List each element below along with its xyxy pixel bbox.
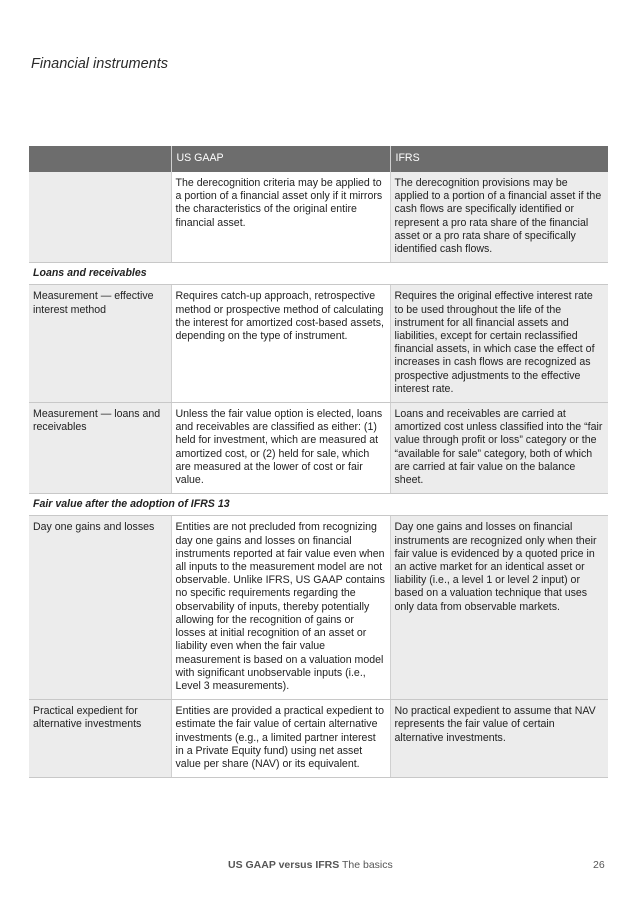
row-label (29, 172, 171, 263)
footer-title-rest: The basics (339, 859, 393, 871)
ifrs-cell: Day one gains and losses on financial instruments are recognized only when their fair value is evidenced by a quoted price in an active market for an identical asset or liability (i.e., a level 1 or level 2 input) or based on a valuation technique that uses only data from observable markets. (390, 516, 608, 700)
ifrs-cell: Loans and receivables are carried at amortized cost unless classified into the “fair value through profit or loss” category or the “available for sale” category, both of which are carried at fair value on the balance sheet. (390, 403, 608, 494)
table-header-row (29, 146, 608, 172)
us-gaap-cell: Requires catch-up approach, retrospective method or prospective method of calculating the interest for amortized cost-based assets, depending on the type of instrument. (171, 285, 390, 403)
row-label: Practical expedient for alternative investments (29, 700, 171, 778)
table-row (29, 285, 608, 403)
table-row (29, 172, 608, 263)
ifrs-cell: No practical expedient to assume that NAV represents the fair value of certain alternative investments. (390, 700, 608, 778)
footer-title-bold: US GAAP versus IFRS (228, 859, 340, 871)
us-gaap-cell: The derecognition criteria may be applied to a portion of a financial asset only if it mirrors the characteristics of the original entire financial asset. (171, 172, 390, 263)
row-label: Day one gains and losses (29, 516, 171, 700)
page-title: Financial instruments (31, 56, 168, 72)
comparison-table (29, 146, 608, 778)
us-gaap-cell: Entities are not precluded from recognizing day one gains and losses on financial instruments reported at fair value even when all inputs to the measurement model are not observable. Unlike IFRS, US GAAP contains no specific requirements regarding the observability of inputs, thereby potentially allowing for the recognition of gains or losses at initial recognition of an asset or liability even when the fair value measurement is based on a valuation model with significant unobservable inputs (i.e., Level 3 measurements). (171, 516, 390, 700)
us-gaap-cell: Unless the fair value option is elected, loans and receivables are classified as either: (1) held for investment, which are measured at amortized cost, or (2) held for sale, which are measured at the lower of cost or fair value. (171, 403, 390, 494)
section-row (29, 263, 608, 285)
column-header-us-gaap: US GAAP (171, 146, 390, 172)
row-label: Measurement — loans and receivables (29, 403, 171, 494)
column-header-topic (29, 146, 171, 172)
section-heading-fair-value: Fair value after the adoption of IFRS 13 (29, 494, 608, 516)
page-number: 26 (593, 859, 605, 871)
us-gaap-cell: Entities are provided a practical expedient to estimate the fair value of certain alternative investments (e.g., a limited partner interest in a Private Equity fund) using net asset value per share (NAV) or its equivalent. (171, 700, 390, 778)
ifrs-cell: Requires the original effective interest rate to be used throughout the life of the instrument for all financial assets and liabilities, except for certain reclassified financial assets, in which case the effect of increases in cash flows are recognized as prospective adjustments to the effective interest rate. (390, 285, 608, 403)
footer-doc-title (228, 859, 393, 871)
table-row (29, 700, 608, 778)
section-row (29, 494, 608, 516)
row-label: Measurement — effective interest method (29, 285, 171, 403)
ifrs-cell: The derecognition provisions may be applied to a portion of a financial asset if the cash flows are specifically identified or represent a pro rata share of the financial asset or a pro rata share of specifically identified cash flows. (390, 172, 608, 263)
column-header-ifrs: IFRS (390, 146, 608, 172)
section-heading-loans: Loans and receivables (29, 263, 608, 285)
table-row (29, 403, 608, 494)
table-row (29, 516, 608, 700)
